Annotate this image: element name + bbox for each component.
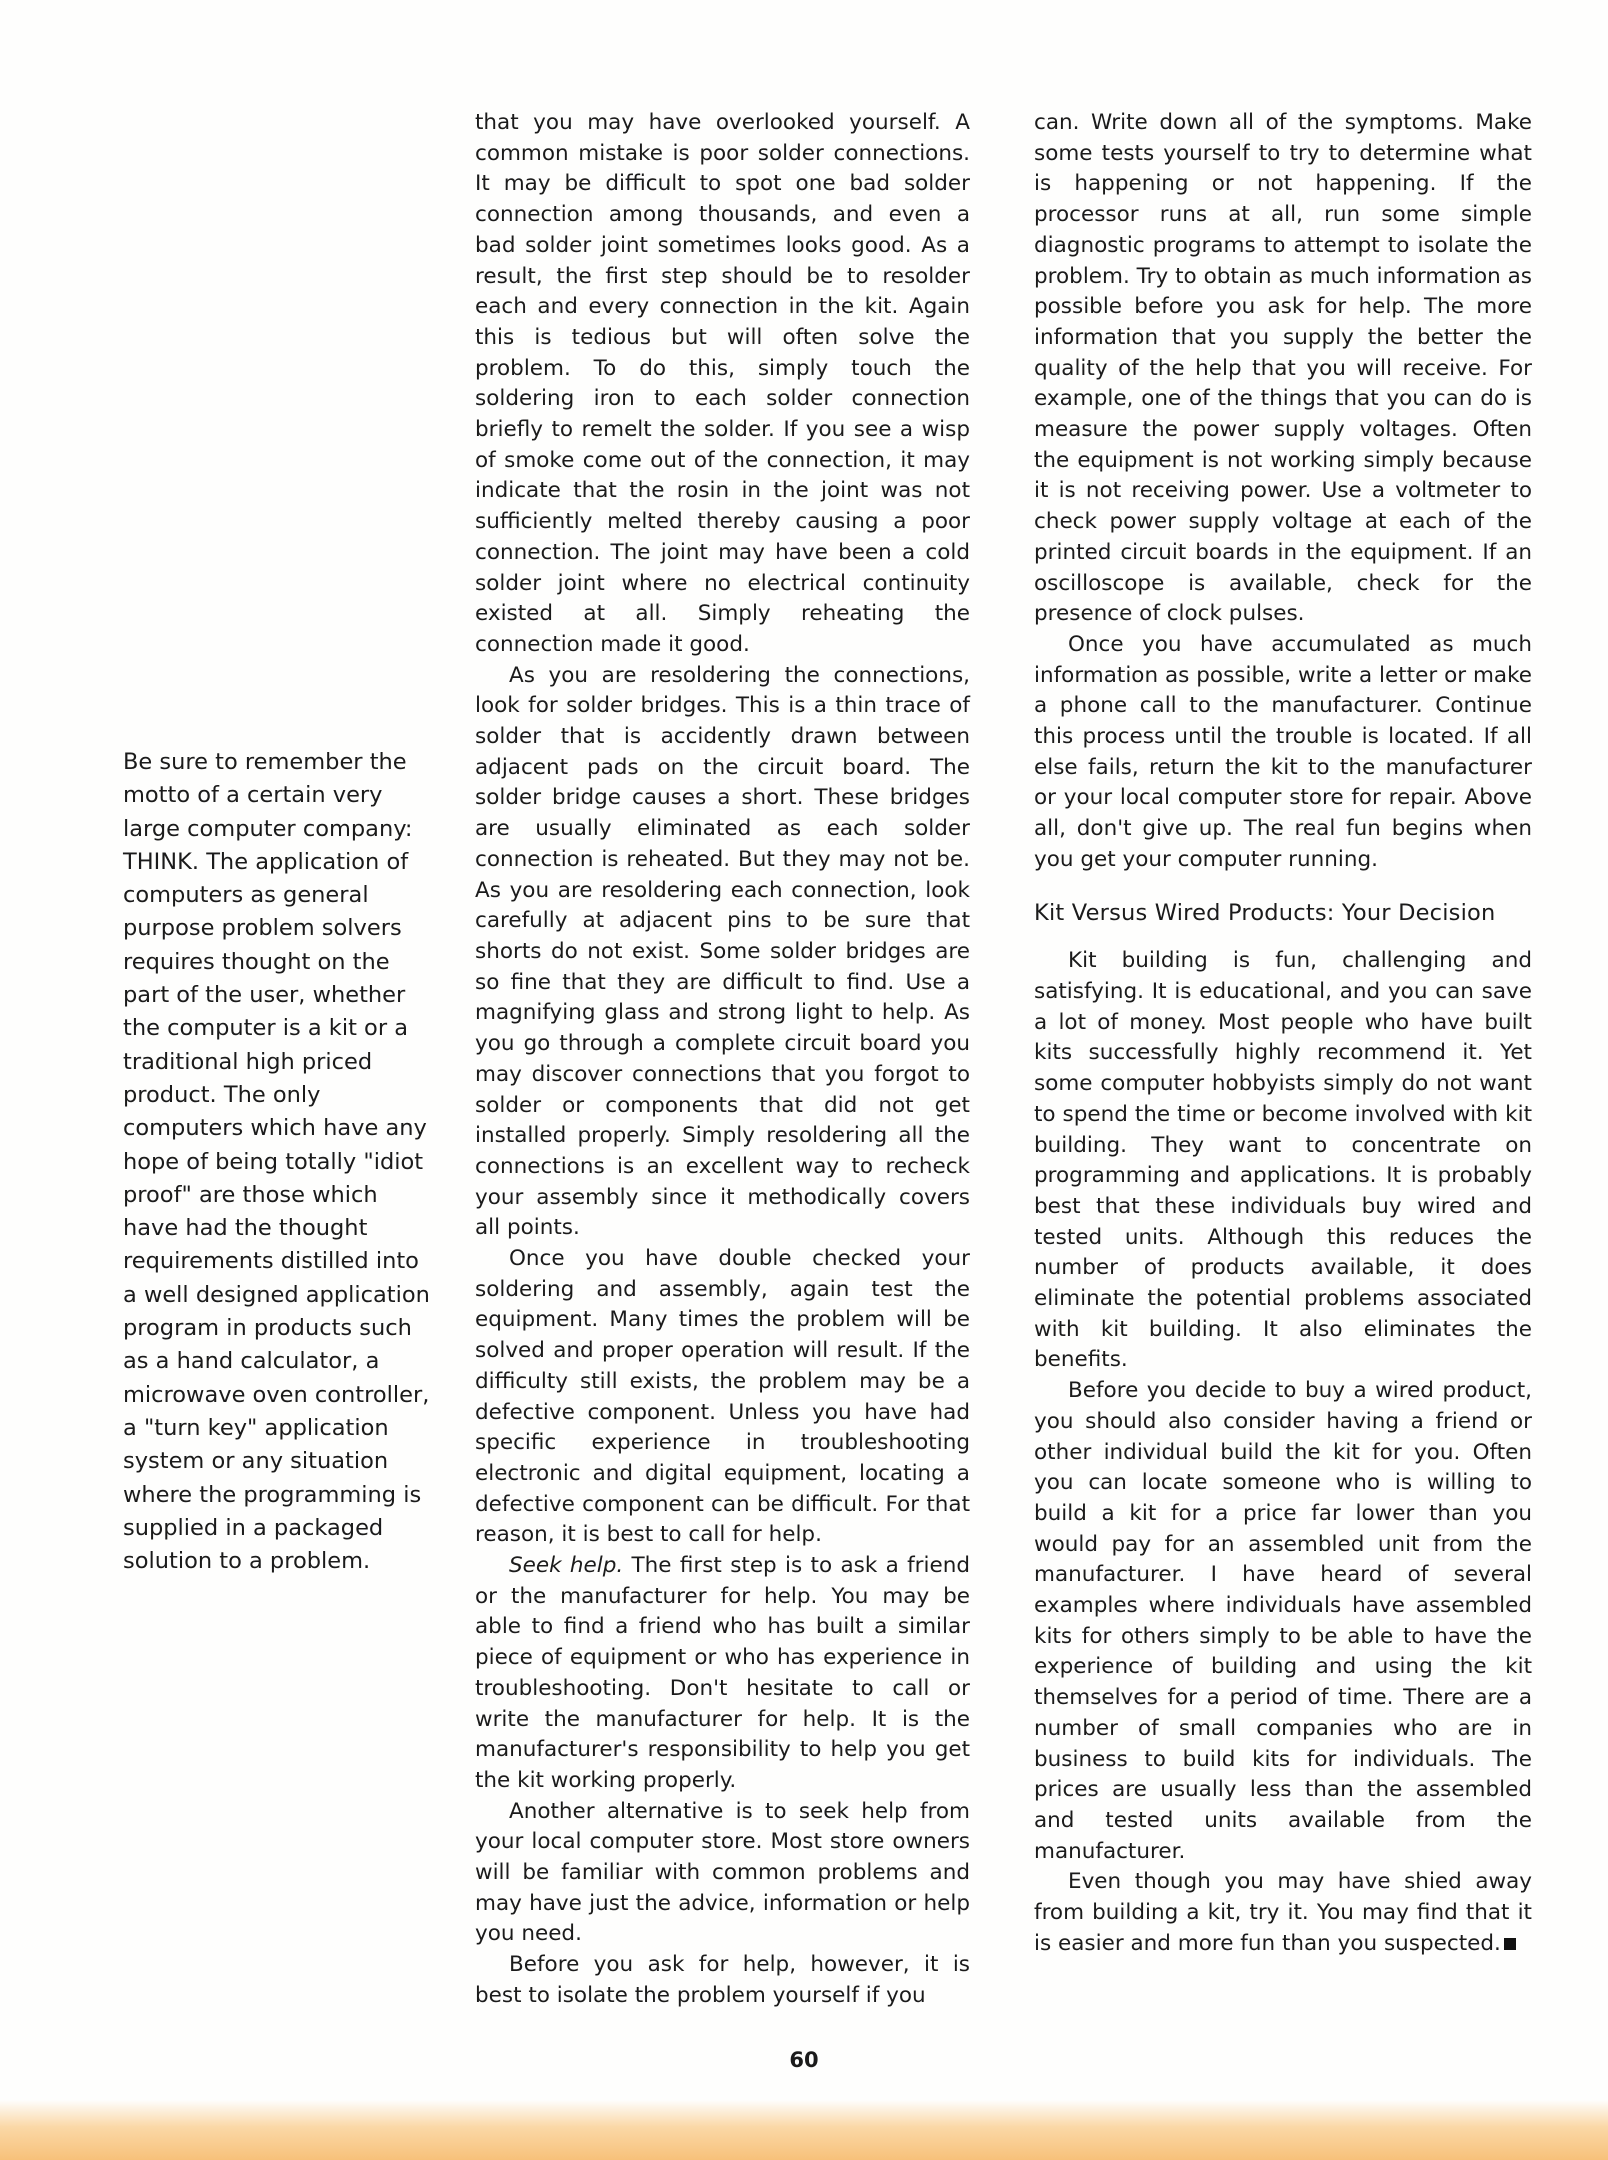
paragraph: Kit building is fun, challenging and satisfying. It is educational, and you can save a lot of money. Most people who have built kits successfully highly recommend it. Yet some computer hobbyists simply do not want to spend the time or become involved with kit building. They want to concentrate on programming and applications. It is probably best that these individuals buy wired and tested units. Although this reduces the number of products available, it does eliminate the potential problems associated with kit building. It also eliminates the benefits. (1034, 948, 1532, 1373)
paragraph: Another alternative is to seek help from your local computer store. Most store owners will be familiar with common problems and may have just the advice, information or help you need. (475, 1798, 970, 1947)
paragraph-text: The first step is to ask a friend or the manufacturer for help. You may be able to find a friend who has built a similar piece of equipment or who has experience in troubleshooting. Don't hesitate to call or write the manufacturer for help. It is the manufacturer's responsibility to help you get the kit working properly. (475, 1553, 971, 1793)
paragraph: Once you have double checked your soldering and assembly, again test the equipment. Many times the problem will be solved and proper operation will result. If the difficulty still exists, the problem may be a defective component. Unless you have had specific experience in troubleshooting electronic and digital equipment, locating a defective component can be difficult. For that reason, it is best to call for help. (475, 1246, 970, 1548)
page-number: 60 (789, 2048, 819, 2072)
end-mark-icon (1504, 1938, 1516, 1950)
paragraph: As you are resoldering the connections, look for solder bridges. This is a thin trace of solder that is accidently drawn between adjacent pads on the circuit board. The solder bridge causes a short. These bridges are usually eliminated as each solder connection is reheated. But they may not be. As you are resoldering each connection, look carefully at adjacent pins to be sure that shorts do not exist. Some solder bridges are so fine that they are difficult to find. Use a magnifying glass and strong light to help. As you go through a complete circuit board you may discover connections that you forgot to solder or components that did not get installed properly. Simply resoldering all the connections is an excellent way to recheck your assembly since it methodically covers all points. (475, 662, 970, 1241)
paragraph: can. Write down all of the symptoms. Make some tests yourself to try to determine what is happening or not happening. If the processor runs at all, run some simple diagnostic programs to attempt to isolate the problem. Try to obtain as much information as possible before you ask for help. The more information that you supply the better the quality of the help that you will receive. For example, one of the things that you can do is measure the power supply voltages. Often the equipment is not working simply because it is not receiving power. Use a voltmeter to check power supply voltage at each of the printed circuit boards in the equipment. If an oscilloscope is available, check for the presence of clock pulses. (1034, 110, 1532, 627)
paragraph: Before you decide to buy a wired product, you should also consider having a friend or other individual build the kit for you. Often you can locate someone who is willing to build a kit for a price far lower than you would pay for an assembled unit from the manufacturer. I have heard of several examples where individuals have assembled kits for others simply to be able to have the experience of building and using the kit themselves for a period of time. There are a number of small companies who are in business to build kits for individuals. The prices are usually less than the assembled and tested units available from the manufacturer. (1034, 1378, 1532, 1864)
paragraph-text: Even though you may have shied away from building a kit, try it. You may find that it is easier and more fun than you suspected. (1034, 1869, 1532, 1956)
paragraph: that you may have overlooked yourself. A common mistake is poor solder connections. It may be difficult to spot one bad solder connection among thousands, and even a bad solder joint sometimes looks good. As a result, the first step should be to resolder each and every connection in the kit. Again this is tedious but will often solve the problem. To do this, simply touch the soldering iron to each solder connection briefly to remelt the solder. If you see a wisp of smoke come out of the connection, it may indicate that the rosin in the joint was not sufficiently melted thereby causing a poor connection. The joint may have been a cold solder joint where no electrical continuity existed at all. Simply reheating the connection made it good. (475, 110, 970, 657)
paragraph: Before you ask for help, however, it is best to isolate the problem yourself if you (475, 1952, 970, 2008)
run-in-heading: Seek help. (509, 1553, 624, 1579)
middle-column (475, 108, 970, 2012)
paragraph: Once you have accumulated as much information as possible, write a letter or make a phone call to the manufacturer. Continue this process until the trouble is located. If all else fails, return the kit to the manufacturer or your local computer store for repair. Above all, don't give up. The real fun begins when you get your computer running. (1034, 631, 1532, 872)
paragraph (475, 1551, 970, 1797)
sidebar-note: Be sure to remember the motto of a certain very large computer company: THINK. The application of computers as general purpose problem solvers requires thought on the part of the user, whether the computer is a kit or a traditional high priced product. The only computers which have any hope of being totally "idiot proof" are those which have had the thought requirements distilled into a well designed application program in products such as a hand calculator, a microwave oven controller, a "turn key" application system or any situation where the programming is supplied in a packaged solution to a problem. (123, 749, 430, 1575)
page-edge-discoloration (0, 2100, 1608, 2160)
paragraph (1034, 1867, 1532, 1959)
section-heading: Kit Versus Wired Products: Your Decision (1034, 899, 1496, 926)
right-column (1034, 108, 1532, 1959)
